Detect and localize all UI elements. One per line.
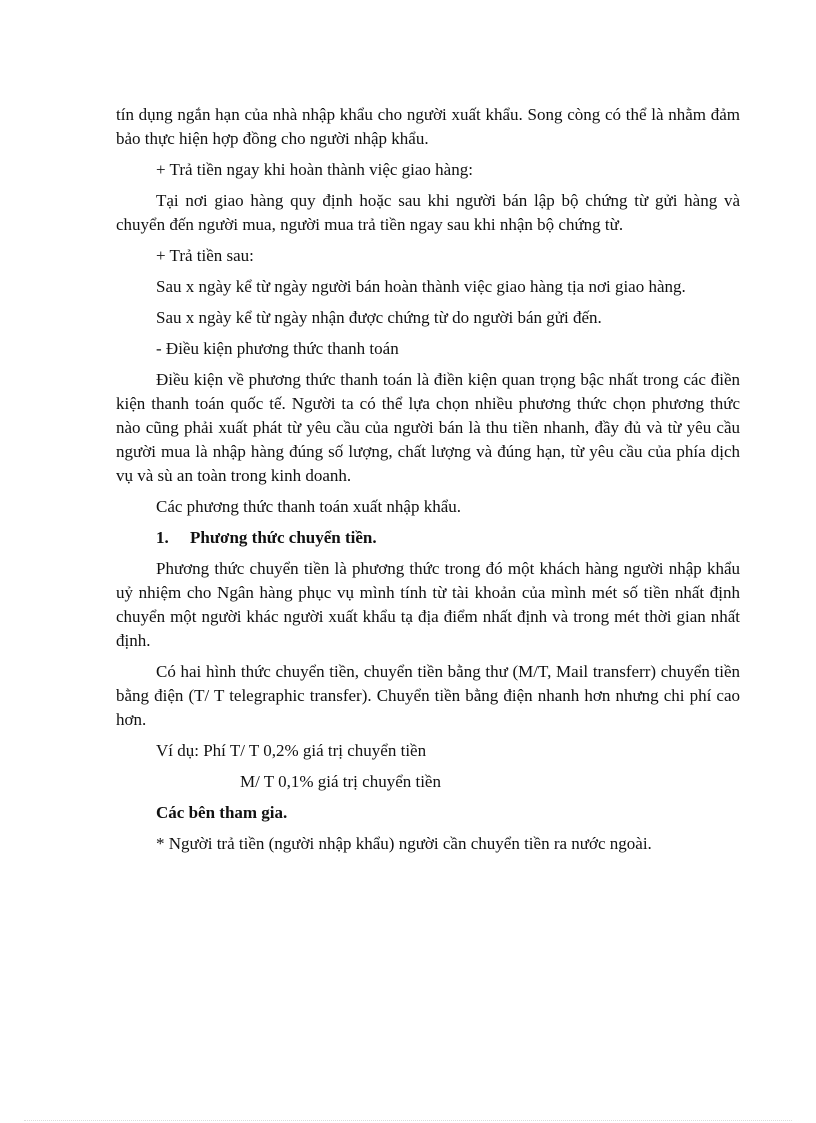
section-title: Phương thức chuyển tiền. [190,528,377,547]
paragraph-pay-on-delivery: + Trả tiền ngay khi hoàn thành việc giao hàng: [156,160,473,179]
paragraph-payer: * Người trả tiền (người nhập khẩu) người cần chuyển tiền ra nước ngoài. [156,834,652,853]
paragraph-x-days-documents: Sau x ngày kể từ ngày nhận được chứng từ do người bán gửi đến. [156,308,602,327]
paragraph-x-days-delivery: Sau x ngày kể từ ngày người bán hoàn thành việc giao hàng tịa nơi giao hàng. [156,277,686,296]
paragraph-parties-heading: Các bên tham gia. [156,803,288,822]
page-bottom-divider [24,1120,792,1121]
paragraph-continuation: tín dụng ngắn hạn của nhà nhập khẩu cho người xuất khẩu. Song còng có thể là nhằm đảm bảo thực hiện hợp đồng cho người nhập khẩu. [116,105,740,148]
paragraph-payment-method-condition: - Điều kiện phương thức thanh toán [156,339,399,358]
section-heading [116,526,740,550]
paragraph-example-tt: Ví dụ: Phí T/ T 0,2% giá trị chuyển tiền [156,741,427,760]
paragraph-payment-method-detail: Điều kiện về phương thức thanh toán là điền kiện quan trọng bậc nhất trong các điền kiện thanh toán quốc tế. Người ta có thể lựa chọn nhiều phương thức chọn phương thức nào cũng phải xuất phát từ yêu cầu của người bán là thu tiền nhanh, đầy đủ và từ yêu cầu người mua là nhập hàng đúng số lượng, chất lượng và đúng hạn, từ yêu cầu của phía dịch vụ và sù an toàn trong kinh doanh. [116,370,740,485]
paragraph-payment-methods: Các phương thức thanh toán xuất nhập khẩu. [156,497,462,516]
paragraph-transfer-definition: Phương thức chuyển tiền là phương thức trong đó một khách hàng người nhập khẩu uỷ nhiệm cho Ngân hàng phục vụ mình tính từ tài khoản của mình mét số tiền nhất định chuyển một người khác người xuất khẩu tạ địa điểm nhất định và trong mét thời gian nhất định. [116,559,740,650]
paragraph-pay-later: + Trả tiền sau: [156,246,254,265]
paragraph-transfer-types: Có hai hình thức chuyển tiền, chuyển tiền bằng thư (M/T, Mail transferr) chuyển tiền bằng điện (T/ T telegraphic transfer). Chuyển tiền bằng điện nhanh hơn nhưng chi phí cao hơn. [116,662,740,729]
section-number: 1. [156,528,169,547]
paragraph-example-mt: M/ T 0,1% giá trị chuyển tiền [240,772,441,791]
paragraph-delivery-place: Tại nơi giao hàng quy định hoặc sau khi người bán lập bộ chứng từ gửi hàng và chuyển đến người mua, người mua trả tiền ngay sau khi nhận bộ chứng từ. [116,191,740,234]
document-page [116,103,740,863]
